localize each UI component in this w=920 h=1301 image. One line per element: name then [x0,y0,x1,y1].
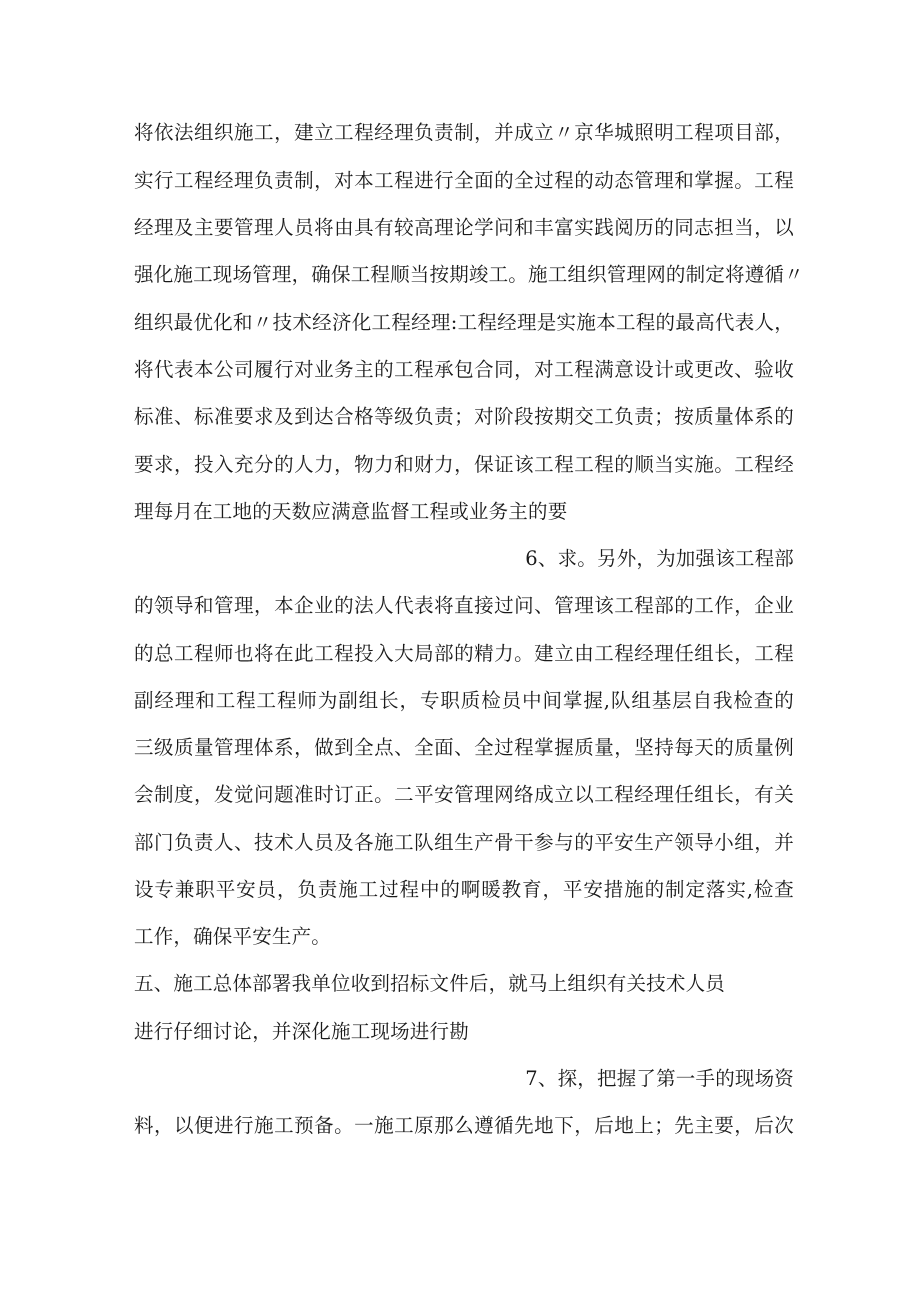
text-line: 的领导和管理，本企业的法人代表将直接过问、管理该工程部的工作，企业 [134,594,794,617]
text-line: 经理及主要管理人员将由具有较高理论学问和丰富实践阅历的同志担当，以 [134,216,794,239]
text-line: 将代表本公司履行对业务主的工程承包合同，对工程满意设计或更改、验收 [134,358,794,381]
text-line: 设专兼职平安员，负责施工过程中的啊暖教育，平安措施的制定落实,检查 [134,878,794,901]
text-line: 工作，确保平安生产。 [134,925,332,948]
text-line: 要求，投入充分的人力，物力和财力，保证该工程工程的顺当实施。工程经 [134,453,794,476]
text-line: 组织最优化和〃技术经济化工程经理:工程经理是实施本工程的最高代表人， [134,311,794,334]
text-line: 副经理和工程工程师为副组长，专职质检员中间掌握,队组基层自我检查的 [134,689,794,712]
text-line: 五、施工总体部署我单位收到招标文件后，就马上组织有关技术人员 [134,972,726,995]
text-line: 将依法组织施工，建立工程经理负责制，并成立〃京华城照明工程项目部， [134,121,794,144]
text-line: 部门负责人、技术人员及各施工队组生产骨干参与的平安生产领导小组，并 [134,831,794,854]
text-line: 实行工程经理负责制，对本工程进行全面的全过程的动态管理和掌握。工程 [134,169,794,192]
text-line: 6、求。另外，为加强该工程部 [525,547,794,570]
text-line: 强化施工现场管理，确保工程顺当按期竣工。施工组织管理网的制定将遵循〃 [134,263,804,286]
text-line: 标准、标准要求及到达合格等级负责；对阶段按期交工负责；按质量体系的 [134,405,794,428]
text-line: 料，以便进行施工预备。一施工原那么遵循先地下，后地上；先主要，后次 [134,1114,794,1137]
text-line: 的总工程师也将在此工程投入大局部的精力。建立由工程经理任组长，工程 [134,642,794,665]
text-line: 会制度，发觉问题准时订正。二平安管理网络成立以工程经理任组长，有关 [134,783,794,806]
text-line: 理每月在工地的天数应满意监督工程或业务主的要 [134,500,568,523]
text-line: 7、探，把握了第一手的现场资 [525,1067,794,1090]
text-line: 进行仔细讨论，并深化施工现场进行勘 [134,1020,469,1043]
text-line: 三级质量管理体系，做到全点、全面、全过程掌握质量，坚持每天的质量例 [134,736,794,759]
